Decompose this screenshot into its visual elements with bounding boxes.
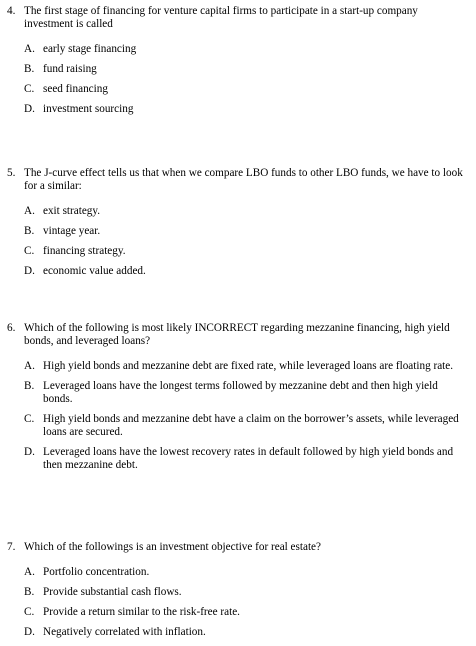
option-text: exit strategy. bbox=[43, 205, 101, 217]
question-number: 6. bbox=[7, 322, 16, 334]
option-c bbox=[0, 413, 476, 439]
option-text: Provide a return similar to the risk-free rate. bbox=[43, 606, 240, 618]
question-text: Which of the followings is an investment objective for real estate? bbox=[24, 541, 321, 553]
question-4 bbox=[0, 5, 476, 123]
question-number: 5. bbox=[7, 167, 16, 179]
option-text: Provide substantial cash flows. bbox=[43, 586, 182, 598]
option-a bbox=[0, 43, 476, 56]
option-d bbox=[0, 626, 476, 639]
option-b bbox=[0, 586, 476, 599]
option-letter: B. bbox=[24, 225, 35, 237]
option-b bbox=[0, 380, 476, 406]
option-letter: A. bbox=[24, 43, 35, 55]
option-letter: C. bbox=[24, 606, 35, 618]
question-stem bbox=[0, 322, 476, 348]
question-stem bbox=[0, 541, 476, 554]
option-text: Portfolio concentration. bbox=[43, 566, 150, 578]
option-text: Leveraged loans have the lowest recovery rates in default followed by high yield bonds and then mezzanine debt. bbox=[43, 446, 454, 471]
question-stem bbox=[0, 167, 476, 193]
option-list bbox=[0, 360, 476, 472]
option-d bbox=[0, 265, 476, 278]
option-text: seed financing bbox=[43, 83, 108, 95]
option-letter: D. bbox=[24, 626, 35, 638]
option-letter: A. bbox=[24, 360, 35, 372]
question-text: Which of the following is most likely INCORRECT regarding mezzanine financing, high yield bonds, and leveraged loans? bbox=[24, 322, 450, 347]
option-a bbox=[0, 360, 476, 373]
option-letter: B. bbox=[24, 586, 35, 598]
option-letter: C. bbox=[24, 245, 35, 257]
option-letter: B. bbox=[24, 380, 35, 392]
option-text: economic value added. bbox=[43, 265, 146, 277]
option-text: Negatively correlated with inflation. bbox=[43, 626, 206, 638]
option-list bbox=[0, 205, 476, 278]
option-text: High yield bonds and mezzanine debt are fixed rate, while leveraged loans are floating rate. bbox=[43, 360, 454, 372]
option-b bbox=[0, 225, 476, 238]
option-d bbox=[0, 446, 476, 472]
question-6 bbox=[0, 322, 476, 479]
option-letter: D. bbox=[24, 446, 35, 458]
option-letter: B. bbox=[24, 63, 35, 75]
option-letter: A. bbox=[24, 205, 35, 217]
option-a bbox=[0, 205, 476, 218]
option-c bbox=[0, 606, 476, 619]
question-number: 7. bbox=[7, 541, 16, 553]
option-letter: D. bbox=[24, 103, 35, 115]
option-text: early stage financing bbox=[43, 43, 137, 55]
option-text: investment sourcing bbox=[43, 103, 134, 115]
question-number: 4. bbox=[7, 5, 16, 17]
option-text: financing strategy. bbox=[43, 245, 126, 257]
option-letter: C. bbox=[24, 413, 35, 425]
option-c bbox=[0, 245, 476, 258]
question-text: The first stage of financing for venture capital firms to participate in a start-up company investment is called bbox=[24, 5, 418, 30]
option-d bbox=[0, 103, 476, 116]
option-list bbox=[0, 43, 476, 116]
question-stem bbox=[0, 5, 476, 31]
option-c bbox=[0, 83, 476, 96]
question-7 bbox=[0, 541, 476, 646]
option-letter: D. bbox=[24, 265, 35, 277]
option-text: Leveraged loans have the longest terms followed by mezzanine debt and then high yield bonds. bbox=[43, 380, 438, 405]
option-text: vintage year. bbox=[43, 225, 101, 237]
option-list bbox=[0, 566, 476, 639]
option-letter: C. bbox=[24, 83, 35, 95]
option-text: fund raising bbox=[43, 63, 97, 75]
question-text: The J-curve effect tells us that when we compare LBO funds to other LBO funds, we have to look for a similar: bbox=[24, 167, 463, 192]
option-b bbox=[0, 63, 476, 76]
question-5 bbox=[0, 167, 476, 285]
option-a bbox=[0, 566, 476, 579]
option-text: High yield bonds and mezzanine debt have a claim on the borrower’s assets, while leveraged loans are secured. bbox=[43, 413, 459, 438]
option-letter: A. bbox=[24, 566, 35, 578]
